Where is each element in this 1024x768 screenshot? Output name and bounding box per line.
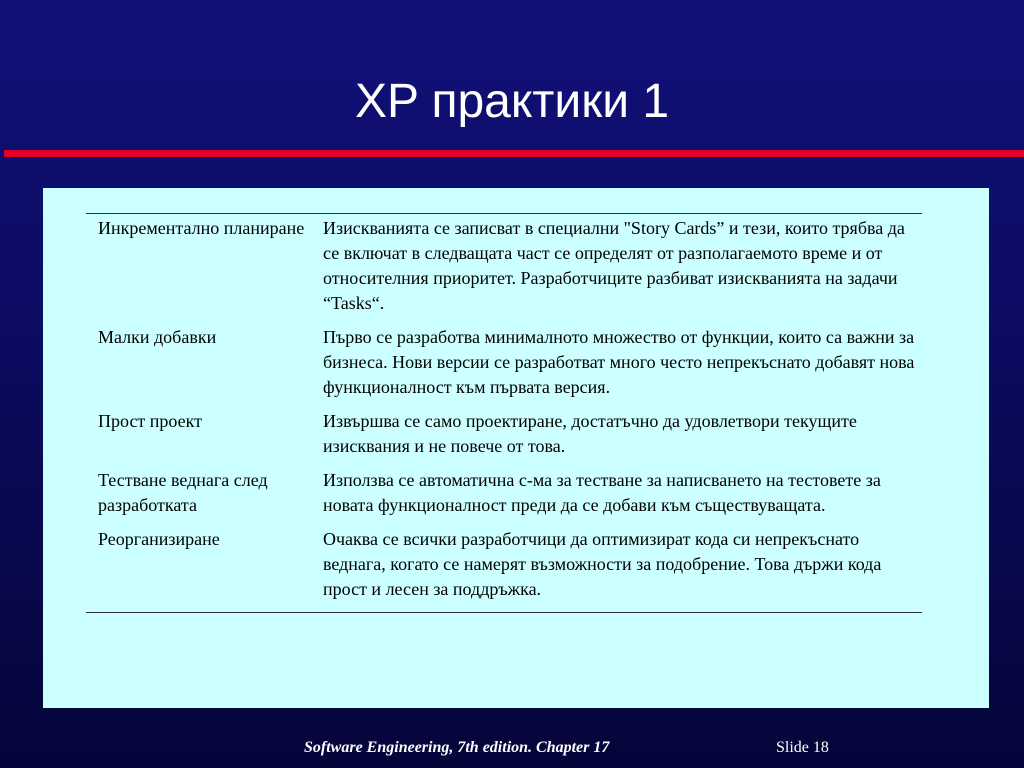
practice-name: Инкрементално планиране: [98, 218, 305, 238]
practice-description: Използва се автоматична с-ма за тестване за написването на тестовете за новата функционалност преди да се добави към съществуващата.: [323, 470, 881, 515]
table-row: [86, 325, 922, 409]
practice-description: Извършва се само проектиране, достатъчно да удовлетвори текущите изисквания и не повече от това.: [323, 411, 857, 456]
slide-number: Slide 18: [776, 739, 829, 756]
practice-name: Малки добавки: [98, 327, 217, 347]
table-row: [86, 214, 922, 326]
content-panel: [43, 188, 989, 708]
slide-title: XP практики 1: [354, 75, 670, 128]
table-row: [86, 527, 922, 613]
practice-description: Очаква се всички разработчици да оптимизират кода си непрекъснато веднага, когато се намерят възможности за подобрение. Това държи кода прост и лесен за поддръжка.: [323, 529, 882, 599]
practice-name: Тестване веднага след разработката: [98, 470, 268, 515]
practice-description: Изискванията се записват в специални "Story Cards” и тези, които трябва да се включат в следващата част се определят от разполагаемото време и от относителния приоритет. Разработчиците разбиват изискванията на задачи “Tasks“.: [323, 218, 905, 313]
practice-name: Реорганизиране: [98, 529, 220, 549]
table-row: [86, 468, 922, 527]
practices-table: [86, 213, 922, 613]
practice-description: Първо се разработва минималното множество от функции, които са важни за бизнеса. Нови версии се разработват много често непрекъснато добавят нова функционалност към първата версия.: [323, 327, 915, 397]
title-divider: [4, 150, 1024, 157]
practice-name: Прост проект: [98, 411, 203, 431]
footer-source: Software Engineering, 7th edition. Chapter 17: [304, 739, 610, 756]
table-row: [86, 409, 922, 468]
